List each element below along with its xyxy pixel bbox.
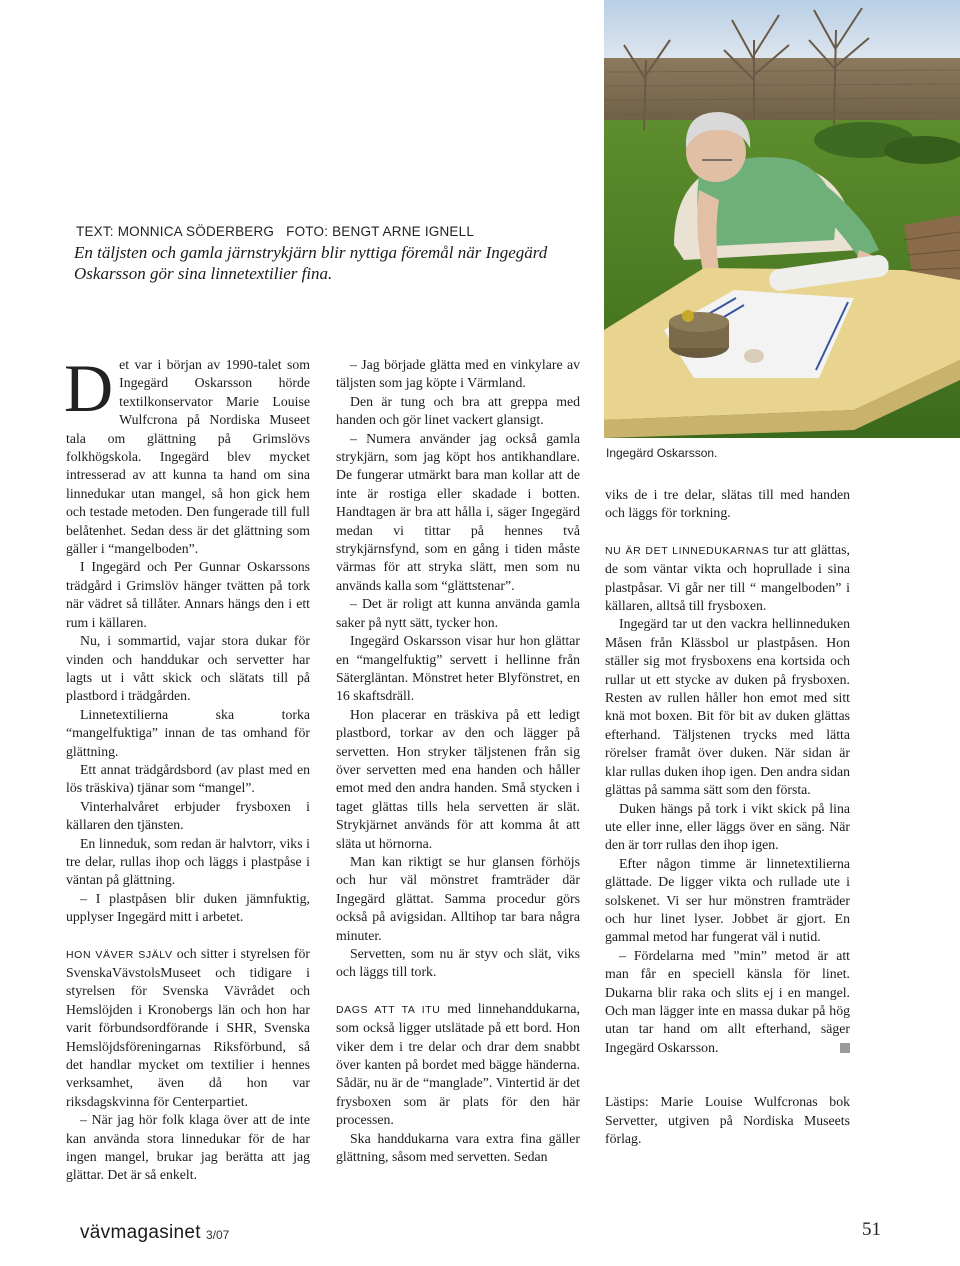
paragraph: – Numera använder jag också gamla strykjärn, som jag köpt hos antikhandlare. De fungerar utmärkt bara man kollar att de inte är rostiga eller skadade i botten. Handtagen är bra att hålla i, säger Ingegärd medan vi tittar på hennes två strykjärnsfynd, som en gång i tiden måste värmas för att stryka slätt, men som nu används kalla som “glättstenar”. — [336, 430, 580, 593]
issue-number: 3/07 — [206, 1228, 230, 1242]
paragraph: – Det är roligt att kunna använda gamla saker på nytt sätt, tycker hon. — [336, 596, 580, 630]
photo-illustration — [604, 0, 960, 438]
reading-tip: Lästips: Marie Louise Wulfcronas bok Servetter, utgiven på Nordiska Museets förlag. — [605, 1094, 850, 1146]
paragraph: Duken hängs på tork i vikt skick på lina ute eller inne, eller läggs över en säng. När den är torr rullas den ihop igen. — [605, 800, 850, 853]
photo-credit: FOTO: BENGT ARNE IGNELL — [286, 224, 475, 239]
article-column-3 — [605, 486, 850, 1148]
paragraph-text: et var i början av 1990-talet som Ingegärd Oskarsson hörde textilkonservator Marie Louise Wulfcrona på Nordiska Museet tala om glättning på Grimslövs folkhögskola. Ingegärd blev mycket intresserad av att kunna ta hand om sina linnedukar utan mangel, så hon gick hem och testade metoden. Den fungerade till full belåtenhet. Sedan dess är det glättning som gäller i “mangelboden”. — [66, 357, 310, 557]
credits-line — [76, 224, 474, 239]
paragraph — [64, 350, 310, 558]
paragraph: Ingegärd Oskarsson visar hur hon glättar en “mangelfuktig” servett i hellinne från Sätergläntan. Mönstret heter Blyfönstret, en 16 skaftsdräll. — [336, 633, 580, 704]
paragraph: Den är tung och bra att greppa med handen och gör linet vackert glansigt. — [336, 393, 580, 428]
paragraph: Efter någon timme är linnetextilierna glättade. De ligger vikta och rullade ute i solskenet. Vi ser hur mönstren framträder och hur linet lyser. Jobbet är gjort. En gammal metod har fungerat väl i nutid. — [605, 855, 850, 945]
page-number: 51 — [862, 1219, 881, 1240]
paragraph: – Jag började glätta med en vinkylare av täljsten som jag köpte i Värmland. — [336, 357, 580, 391]
photo-caption: Ingegärd Oskarsson. — [606, 446, 718, 460]
paragraph — [66, 945, 310, 1112]
intro-text: En täljsten och gamla järnstrykjärn blir nyttiga föremål när Ingegärd Oskarsson gör sina linnetextilier fina. — [74, 243, 548, 283]
section-lead: DAGS ATT TA ITU — [336, 1003, 441, 1016]
paragraph — [605, 947, 850, 1057]
paragraph: I Ingegärd och Per Gunnar Oskarssons trädgård i Grimslöv hänger tvätten på tork när vädret så tillåter. Annars hängs den i ett rum i källaren. — [66, 559, 310, 630]
paragraph: Servetten, som nu är styv och slät, viks och läggs till tork. — [336, 946, 580, 980]
paragraph: Man kan riktigt se hur glansen förhöjs och hur väl mönstret framträder där Ingegärd glättat. Samma procedur görs också på avigsidan. Alltihop tar bara några minuter. — [336, 853, 580, 943]
section-lead: HON VÄVER SJÄLV — [66, 948, 173, 961]
paragraph — [605, 541, 850, 616]
section-lead: NU ÄR DET LINNEDUKARNAS — [605, 544, 770, 557]
paragraph: viks de i tre delar, slätas till med handen och läggs för torkning. — [605, 487, 850, 521]
paragraph: Vinterhalvåret erbjuder frysboxen i källaren den tjänsten. — [66, 798, 310, 833]
paragraph: Ett annat trädgårdsbord (av plast med en lös träskiva) tjänar som “mangel”. — [66, 761, 310, 796]
article-column-2 — [336, 356, 580, 1166]
paragraph-text: och sitter i styrelsen för SvenskaVävstolsMuseet och tidigare i styrelsen för Svenska Vävrådet och Hemslöjden i Kronobergs län och hon har varit förbundsordförande i SHR, Svenska Hemslöjdsföreningarnas Riksförbund, så det handlar mycket om textilier i hennes verksamhet, även då hon var riksdagskvinna för Centerpartiet. — [66, 945, 311, 1109]
article-photo — [604, 0, 960, 438]
paragraph: Ska handdukarna vara extra fina gäller glättning, såsom med servetten. Sedan — [336, 1130, 580, 1165]
text-credit: TEXT: MONNICA SÖDERBERG — [76, 224, 275, 239]
paragraph: Linnetextilierna ska torka “mangelfuktiga” innan de tas omhand för glättning. — [66, 706, 310, 759]
drop-cap: D — [64, 350, 114, 426]
article-column-1 — [64, 350, 311, 1185]
paragraph-text: – Fördelarna med ”min” metod är att man får en speciell känsla för linet. Dukarna blir raka och slits ej i en mangel. Och man lägger inte en massa dukar på hög utan tar hand om allt efterhand, säger Ingegärd Oskarsson. — [605, 947, 850, 1055]
paragraph: En linneduk, som redan är halvtorr, viks i tre delar, rullas ihop och läggs i plastpåse i väntan på glättning. — [66, 835, 310, 888]
paragraph: Nu, i sommartid, vajar stora dukar för vinden och handdukar och servetter har lagts ut i vått skick och slätats till på plastbord i trädgården. — [66, 633, 310, 704]
paragraph-text: med linnehanddukarna, som också ligger utslätade på ett bord. Hon viker dem i tre delar och drar dem snabbt över kanten på bordet med bägge händerna. Sådär, nu är de “manglade”. Vintertid är det frysboxen som är plats för den här processen. — [336, 1000, 580, 1128]
magazine-name: vävmagasinet — [80, 1222, 201, 1243]
paragraph: – När jag hör folk klaga över att de inte kan använda stora linnedukar för de har ingen mangel, brukar jag berätta att jag glättar. Det är så enkelt. — [66, 1112, 310, 1183]
paragraph: Ingegärd tar ut den vackra hellinneduken Måsen från Klässbol ur plastpåsen. Hon ställer sig mot frysboxens ena kortsida och rullar ut ett stycke av duken på frysboxen. Resten av rullen håller hon emot med sitt knä mot boxen. Bit för bit av duken glättas efterhand. Täljstenen trycks med lätta rörelser framåt över duken. När sidan är klar rullas duken ihop igen. Den andra sidan glättas på samma sätt som den första. — [605, 616, 850, 798]
paragraph-text: tur att glättas, de som väntar vikta och hoprullade i sina plastpåsar. Vi går ner till “ mangelboden” i källaren, alltså till frysboxen. — [605, 541, 850, 614]
paragraph: Hon placerar en träskiva på ett ledigt plastbord, torkar av den och lägger på servetten. Hon stryker täljstenen från sig över servetten med ena handen och håller emot med den andra handen. Små stycken i taget glättas tills hela servetten är slät. Strykjärnet används för att komma åt att släta ut hörnorna. — [336, 706, 580, 851]
paragraph: – I plastpåsen blir duken jämnfuktig, upplyser Ingegärd mitt i arbetet. — [66, 890, 310, 925]
end-mark-icon — [840, 1043, 850, 1053]
paragraph — [336, 1000, 580, 1130]
